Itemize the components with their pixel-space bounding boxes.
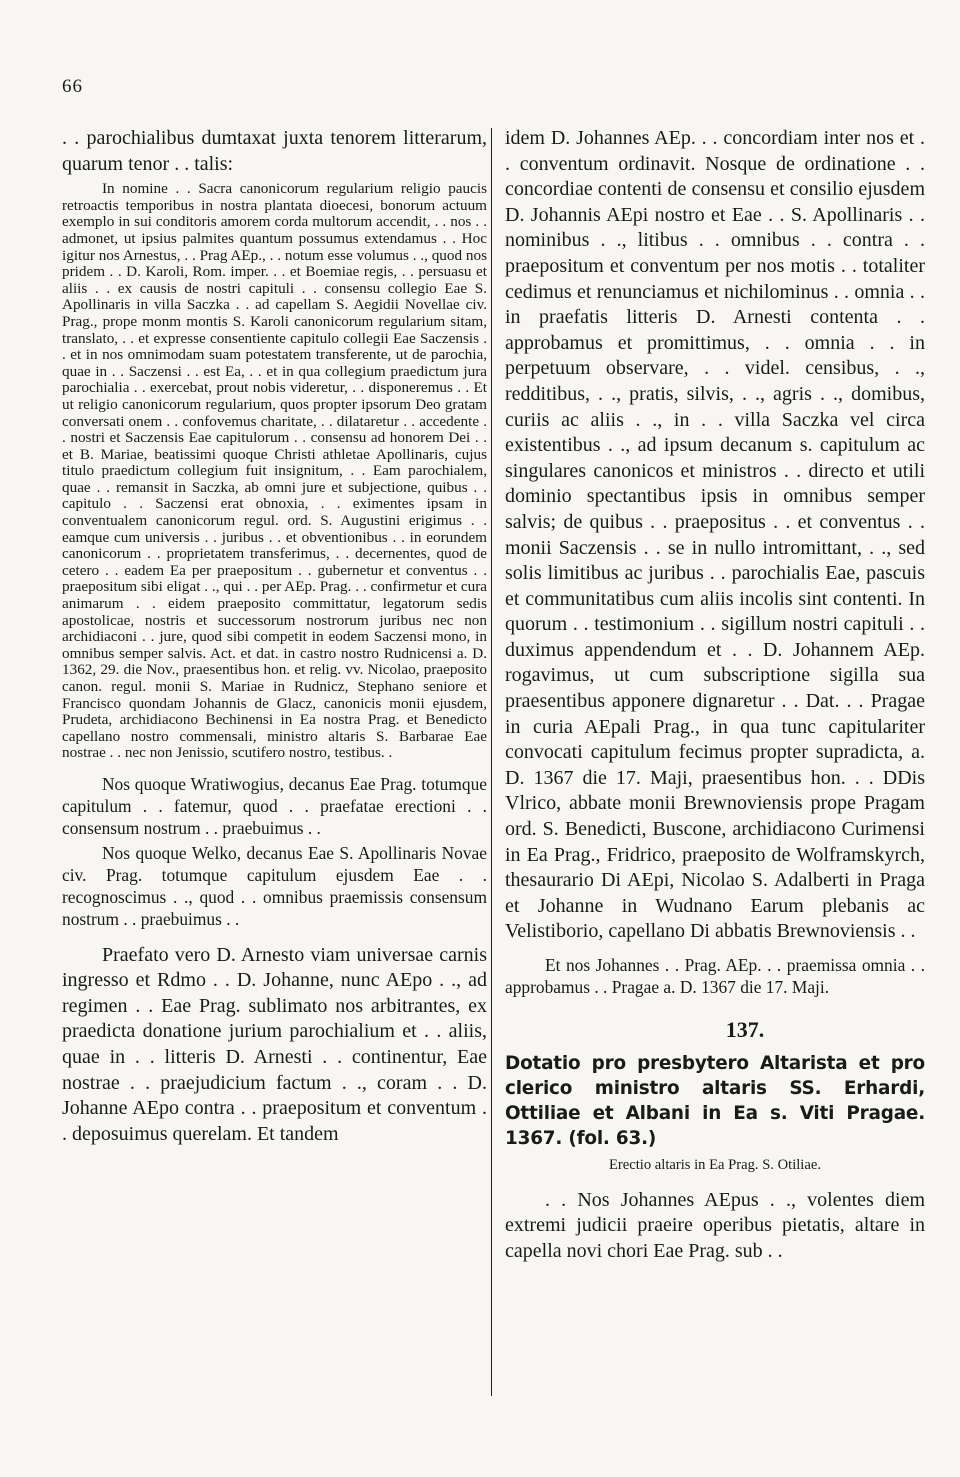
page-number: 66 — [62, 76, 83, 97]
right-paragraph-3: . . Nos Johannes AEpus . ., volentes diem extremi judicii praeire operibus pietatis, altare in capella novi chori Eae Prag. sub . . — [505, 1188, 925, 1262]
left-paragraph-4: Nos quoque Welko, decanus Eae S. Apollinaris Novae civ. Prag. totumque capitulum ejusdem Eae . . recognoscimus . ., quod . . omnibus praemissis consensum nostrum . . praebuimus . . — [62, 843, 487, 929]
column-divider — [491, 128, 492, 1396]
left-paragraph-5: Praefato vero D. Arnesto viam universae carnis ingresso et Rdmo . . D. Johanne, nunc AEpo . ., ad regimen . . Eae Prag. sublimato nos arbitrantes, ex praedicta donatione jurium parochialium et . . aliis, quae in . . litteris D. Arnesti . . continentur, Eae nostrae . . praejudicium factum . ., coram . . D. Johanne AEpo contra . . praepositum et conventum . . deposuimus querelam. Et tandem — [62, 943, 487, 1145]
right-column — [505, 126, 925, 1264]
left-paragraph-1: . . parochialibus dumtaxat juxta tenorem litterarum, quarum tenor . . talis: — [62, 127, 487, 175]
charter-heading: Dotatio pro presbytero Altarista et pro clerico ministro altaris SS. Erhardi, Ottiliae et Albani in Ea s. Viti Pragae. 1367. (fol. 63.) — [505, 1052, 925, 1149]
right-paragraph-2: Et nos Johannes . . Prag. AEp. . . praemissa omnia . . approbamus . . Pragae a. D. 1367 die 17. Maji. — [505, 955, 925, 997]
right-paragraph-1: idem D. Johannes AEp. . . concordiam inter nos et . . conventum ordinavit. Nosque de ordinatione . . concordiae contenti de consensu et consilio ejusdem D. Johannis AEpi nostro et Eae . . S. Apollinaris . . nominibus . ., litibus . . omnibus . . contra . . praepositum et conventum per nos motis . . totaliter cedimus et renunciamus et nichilominus . . omnia . . in praefatis litteris D. Arnesti contenta . . approbamus et promittimus, . . omnia . . in perpetuum observare, . . videl. censibus, . ., redditibus, . ., pratis, silvis, . ., agris . ., domibus, curiis ac aliis . ., in . . villa Saczka vel circa existentibus . ., ad ipsum decanum s. capitulum ac singulares canonicos et ministros . . directo et utili dominio spectantibus ipsis in omnibus semper salvis; de quibus . . praepositus . . et conventus . . monii Saczensis . . se in nullo intromittant, . ., sed solis limitibus ac juribus . . parochialis Eae, pascuis et communitatibus cum aliis incolis sint contenti. In quorum . . testimonium . . sigillum nostri capituli . . duximus appendendum et . . D. Johannem AEp. rogavimus, ut cum subscriptione sigilla sua praesentibus apponere dignaretur . . Dat. . . Pragae in curia AEpali Prag., in qua tunc capitulariter convocati capitulum fecimus propter supradicta, a. D. 1367 die 17. Maji, praesentibus hon. . . DDis Vlrico, abbate monii Brewnoviensis prope Pragam ord. S. Benedicti, Buscone, archidiacono Curimensi in Ea Prag., Fridrico, praeposito de Wolframskyrch, thesaurario Di AEpi, Nicolao S. Adalberti in Praga et Johanne in Wudnano Earum plebanis ac Velistiborio, capellano Di abbatis Brewnoviensis . . — [505, 127, 925, 943]
left-column — [62, 126, 487, 1147]
left-paragraph-3: Nos quoque Wratiwogius, decanus Eae Prag. totumque capitulum . . fatemur, quod . . praefatae erectioni . . consensum nostrum . . praebuimus . . — [62, 773, 487, 838]
charter-number: 137. — [725, 1016, 765, 1042]
charter-subheading: Erectio altaris in Ea Prag. S. Otiliae. — [609, 1156, 821, 1173]
left-paragraph-2-charter-text: In nomine . . Sacra canonicorum regularium religio paucis retroactis temporibus in nostra plantata dioecesi, bonorum actuum exemplo in sui conditoris amorem corda multorum accendit, . . nos . . admonet, ut ipsius palmites quantum possumus extendamus . . Hoc igitur nos Arnestus, . . Prag AEp., . . notum esse volumus . ., quod nos pridem . . D. Karoli, Rom. imper. . . et Boemiae regis, . . persuasu et aliis . . ex causis de nostri capituli . . consensu collegio Eae S. Apollinaris in villa Saczka . . ad capellam S. Aegidii Novellae civ. Prag., prope monm montis S. Karoli canonicorum regularium sitam, translato, . . et expresse consentiente capitulo collegii Eae Saczensis . . et in nos omnimodam suam potestatem transferente, ut de parochia, quae in . . Saczensi . . est Ea, . . et in qua collegium praedictum jura parochialia . . exercebat, prout nobis videretur, . . disponeremus . . Et ut religio canonicorum regularium, quos propter ipsorum Deo gratam conversati onem . . confovemus charitate, . . dilataretur . . accedente . . nostri et Saczensis Eae capitulorum . . consensu ad honorem Dei . . et B. Mariae, beatissimi quoque Christi athletae Apollinaris, cujus titulo praedictum collegium fuit insignitum, . . Eam parochialem, quae . . remansit in Saczka, ab omni jure et subjectione, quibus . . capitulo . . Saczensi erat obnoxia, . . eximentes ipsam in conventualem canonicorum regul. ord. S. Augustini erigimus . . eamque cum universis . . juribus . . et obventionibus . . in eorundem canonicorum . . proprietatem transferimus, . . decernentes, quod de cetero . . eadem Ea per praepositum . . gubernetur et conventus . . praepositum sibi eligat . ., qui . . per AEp. Prag. . . confirmetur et cura animarum . . eidem praeposito committatur, legatorum sedis apostolicae, nostris et successorum nostrorum juribus nec non archidiaconi . . jure, quod sibi competit in eodem Saczensi mono, in omnibus semper salvis. Act. et dat. in castro nostro Rudnicensi a. D. 1362, 29. die Nov., praesentibus hon. et relig. vv. Nicolao, praeposito canon. regul. monii S. Mariae in Rudnicz, Stephano seniore et Francisco quondam Johannis de Glacz, canonicis monii ejusdem, Prudeta, archidiacono Bechinensi in Ea nostra Prag. et Benedicto capellano nostro commensali, ministro altaris S. Barbarae Eae nostrae . . nec non Jenissio, scutifero nostro, testibus. . — [62, 180, 487, 762]
